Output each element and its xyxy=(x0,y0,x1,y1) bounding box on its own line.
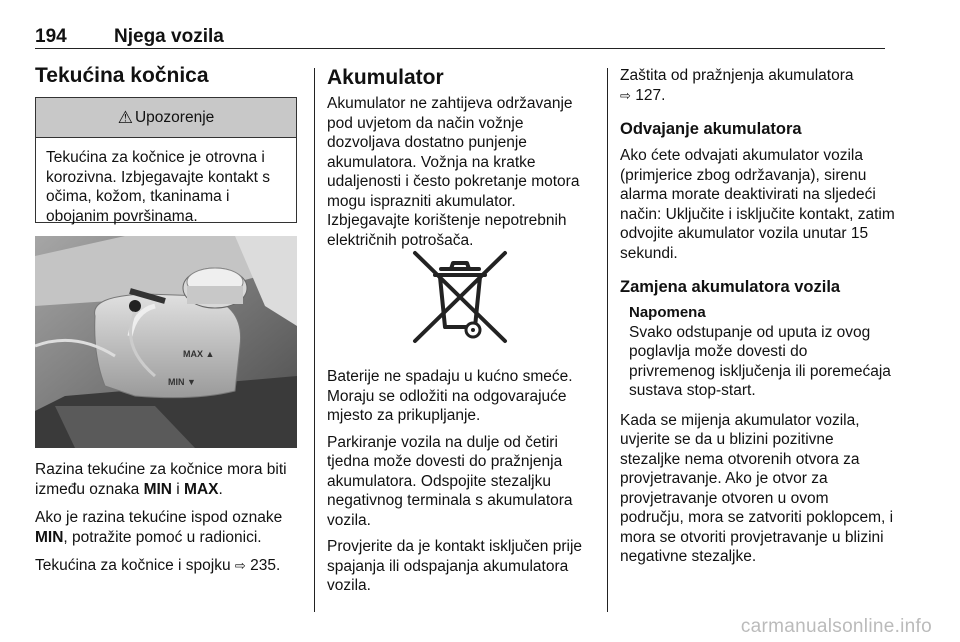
warning-header xyxy=(36,98,296,138)
page-reference: 235. xyxy=(245,557,281,574)
paragraph: Akumulator ne zahtijeva održavanje pod uvjetom da način vožnje dozvoljava dostatno punjenje akumulatora. Vožnja na kratke udaljenosti i često pokretanje motora mogu isprazniti akumulator. xyxy=(327,95,580,210)
page-header xyxy=(35,22,885,49)
middle-column-text xyxy=(327,367,597,596)
paragraph: Baterije ne spadaju u kućno smeće. Moraju se odložiti na odgovarajuće mjesto za prikupljanje. xyxy=(327,368,573,424)
paragraph: Zaštita od pražnjenja akumulatora ⇨ 127. xyxy=(620,67,854,104)
paragraph: Ako ćete odvajati akumulator vozila (primjerice zbog održavanja), sirenu alarma morate deaktivirati na sljedeći način: Uključite i isključite kontakt, zatim odvojite akumulator vozila unutar 15 sekundi. xyxy=(620,147,895,262)
paragraph: Parkiranje vozila na dulje od četiri tjedna može dovesti do pražnjenja akumulatora. Odspojite stezaljku negativnog terminala s akumulatora vozila. xyxy=(327,433,573,529)
paragraph: Provjerite da je kontakt isključen prije spajanja ili odspajanja akumulatora vozila. xyxy=(327,538,583,594)
brake-fluid-reservoir-photo xyxy=(35,236,297,448)
subsection-title-disconnect: Odvajanje akumulatora xyxy=(620,120,802,138)
column-divider xyxy=(607,68,608,612)
paragraph: Tekućina za kočnice i spojku ⇨ 235. xyxy=(35,557,281,574)
warning-box xyxy=(35,97,297,223)
section-title-battery: Akumulator xyxy=(327,66,444,89)
warning-body: Tekućina za kočnice je otrovna i korozivna. Izbjegavajte kontakt s očima, kožom, tkaninama i obojanim površinama. xyxy=(46,149,271,225)
note-box xyxy=(620,303,895,401)
note-title: Napomena xyxy=(629,304,706,321)
paragraph: Kada se mijenja akumulator vozila, uvjerite se da u blizini pozitivne stezaljke nema otvorenih otvora za provjetravanje. Ako je otvor za provjetravanje otvoren u ovom području, mora se zatvoriti poklopcem, i mora se otvoriti provjetravanje u blizini negativne stezaljke. xyxy=(620,411,894,565)
paragraph: Izbjegavajte korištenje nepotrebnih električnih potrošača. xyxy=(327,212,567,249)
section-title-brake-fluid: Tekućina kočnica xyxy=(35,64,209,87)
chapter-title: Njega vozila xyxy=(114,26,224,47)
paragraph: Ako je razina tekućine ispod oznake MIN, potražite pomoć u radionici. xyxy=(35,509,283,546)
page-reference: 127. xyxy=(630,86,666,104)
watermark: carmanualsonline.info xyxy=(740,616,932,637)
left-column-text xyxy=(35,460,305,576)
page-number: 194 xyxy=(35,26,67,47)
warning-heading: Upozorenje xyxy=(134,108,215,126)
middle-column xyxy=(327,66,597,250)
max-mark-label: MAX ▲ xyxy=(183,349,215,359)
paragraph: Razina tekućine za kočnice mora biti između oznaka MIN i MAX. xyxy=(35,461,287,498)
crossed-out-wheelie-bin-icon xyxy=(407,247,513,347)
subsection-title-replacement: Zamjena akumulatora vozila xyxy=(620,278,841,296)
min-mark-label: MIN ▼ xyxy=(168,377,196,387)
right-column xyxy=(620,66,895,567)
note-body: Svako odstupanje od uputa iz ovog poglavlja može dovesti do privremenog isključenja ili poremećaja sustava stop-start. xyxy=(629,323,891,399)
column-divider xyxy=(314,68,315,612)
left-column xyxy=(35,64,305,88)
page-reference-arrow-icon: ⇨ xyxy=(234,558,246,573)
page-reference-arrow-icon: ⇨ xyxy=(620,87,631,103)
warning-triangle-icon: ⚠ xyxy=(117,107,133,127)
